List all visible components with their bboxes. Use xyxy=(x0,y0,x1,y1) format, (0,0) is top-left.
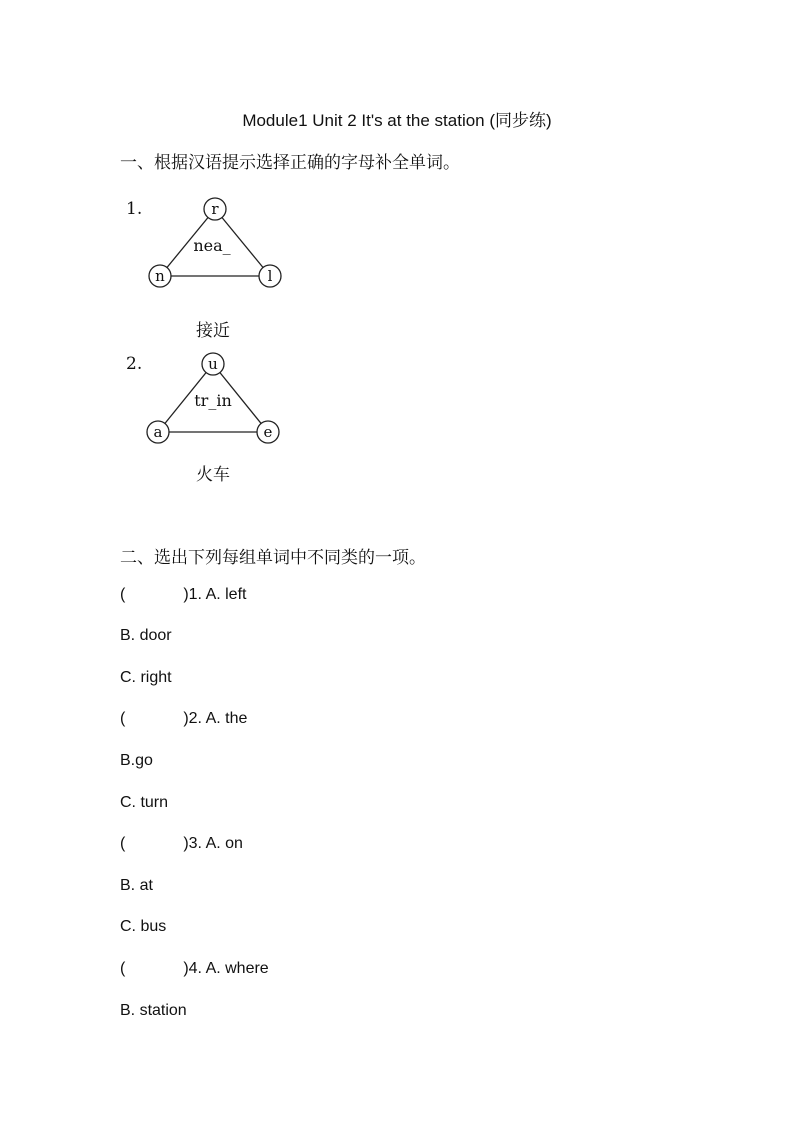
puzzle-2-left-letter: a xyxy=(153,423,163,441)
question-4-option-b: B. station xyxy=(120,1002,187,1019)
question-4-option-a: )4. A. where xyxy=(183,960,269,977)
question-2-option-a: )2. A. the xyxy=(183,710,248,727)
question-3-line xyxy=(120,835,243,853)
puzzle-1-left-letter: n xyxy=(155,267,165,285)
puzzle-2-right-letter: e xyxy=(263,423,273,441)
question-4-line xyxy=(120,960,269,978)
question-1-option-c: C. right xyxy=(120,669,172,686)
puzzle-2-number: 2. xyxy=(126,354,143,374)
puzzle-1-right-letter: l xyxy=(267,267,273,285)
open-paren: ( xyxy=(120,960,126,977)
puzzle-2 xyxy=(120,347,290,455)
puzzle-1 xyxy=(120,192,290,300)
open-paren: ( xyxy=(120,835,126,852)
puzzle-2-top-letter: u xyxy=(208,355,218,373)
question-1-option-a: )1. A. left xyxy=(183,586,247,603)
puzzle-1-number: 1. xyxy=(126,199,143,219)
question-3-option-a: )3. A. on xyxy=(183,835,243,852)
question-3-option-b: B. at xyxy=(120,877,153,894)
page-title: Module1 Unit 2 It's at the station (同步练) xyxy=(242,111,552,130)
triangle-diagram-1 xyxy=(120,192,290,300)
puzzle-1-top-letter: r xyxy=(211,200,219,218)
puzzle-2-hint: 火车 xyxy=(196,465,230,484)
puzzle-1-word: nea_ xyxy=(193,236,231,255)
puzzle-1-hint: 接近 xyxy=(196,321,230,340)
section2-heading: 二、选出下列每组单词中不同类的一项。 xyxy=(120,548,426,567)
open-paren: ( xyxy=(120,710,126,727)
question-2-option-c: C. turn xyxy=(120,794,169,811)
question-1-line xyxy=(120,586,246,604)
question-1-option-b: B. door xyxy=(120,627,172,644)
triangle-diagram-2 xyxy=(120,347,290,455)
question-2-option-b: B.go xyxy=(120,752,153,769)
section1-heading: 一、根据汉语提示选择正确的字母补全单词。 xyxy=(120,153,460,172)
puzzle-2-word: tr_in xyxy=(194,391,232,410)
question-2-line xyxy=(120,710,247,728)
open-paren: ( xyxy=(120,586,126,603)
question-3-option-c: C. bus xyxy=(120,918,167,935)
